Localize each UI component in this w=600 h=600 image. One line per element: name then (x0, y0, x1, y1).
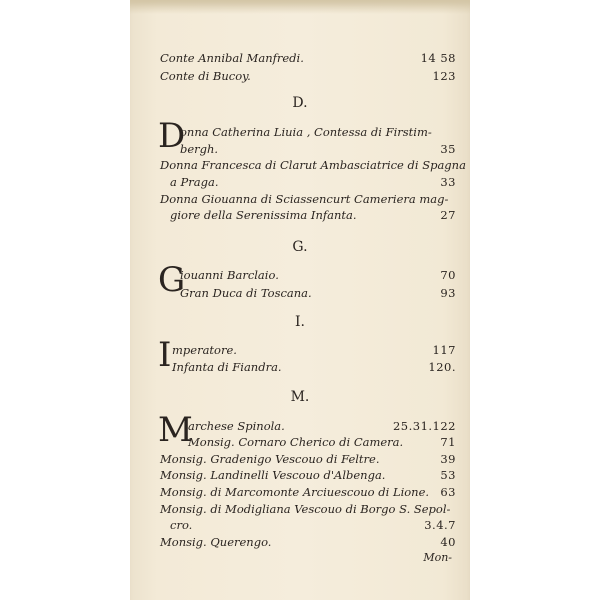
entry-text: Monsig. Gradenigo Vescouo di Feltre. (160, 452, 380, 466)
entry-text: mperatore. (172, 343, 237, 357)
entry-text: Monsig. di Modigliana Vescouo di Borgo S. Sepol- (160, 502, 451, 516)
book-page (130, 0, 470, 600)
entry-text: a Praga. (170, 175, 219, 189)
entry-page: 93 (440, 286, 456, 300)
entry-text: Conte di Bucoy. (160, 69, 251, 83)
entry-page: 123 (432, 69, 456, 83)
section-heading-g: G. (292, 239, 308, 255)
entry-page: 39 (440, 452, 456, 466)
drop-cap-i: I (158, 335, 172, 375)
entry-page: 117 (432, 343, 456, 357)
entry-text: Monsig. Cornaro Cherico di Camera. (188, 435, 404, 449)
index-entry-continued (170, 517, 456, 533)
section-heading-m: M. (290, 389, 310, 405)
entry-text: onna Catherina Liuia , Contessa di Firstim- (180, 125, 432, 139)
entry-page: 53 (440, 468, 456, 482)
entry-text: Donna Giouanna di Sciassencurt Cameriera mag- (160, 192, 449, 206)
entry-text: bergh. (180, 142, 219, 156)
index-entry (172, 359, 456, 375)
index-entry (160, 534, 456, 550)
catchword: Mon- (423, 551, 452, 564)
section-heading-i: I. (295, 314, 305, 330)
drop-cap-m: M (158, 410, 193, 450)
index-entry (172, 342, 456, 358)
entry-page: 70 (440, 268, 456, 282)
drop-cap-d: D (158, 116, 186, 156)
entry-text: Monsig. Querengo. (160, 535, 272, 549)
entry-text: giore della Serenissima Infanta. (170, 208, 357, 222)
index-entry (160, 157, 466, 173)
index-entry (160, 484, 456, 500)
index-entry-continued (170, 174, 456, 190)
section-heading-d: D. (292, 95, 308, 111)
entry-text: archese Spinola. (188, 419, 285, 433)
entry-text: Infanta di Fiandra. (172, 360, 282, 374)
index-entry (160, 451, 456, 467)
entry-text: Monsig. di Marcomonte Arciuescouo di Lione. (160, 485, 430, 499)
entry-page: 27 (440, 208, 456, 222)
entry-text: iouanni Barclaio. (180, 268, 279, 282)
entry-text: Monsig. Landinelli Vescouo d'Albenga. (160, 468, 386, 482)
index-entry (180, 285, 456, 301)
index-entry (180, 124, 456, 140)
index-entry (160, 467, 456, 483)
entry-page: 120. (428, 360, 456, 374)
entry-page: 33 (440, 175, 456, 189)
index-entry (160, 50, 456, 66)
entry-page: 14 58 (420, 51, 456, 65)
entry-page: 25.31.122 (392, 419, 456, 433)
drop-cap-g: G (158, 260, 186, 300)
entry-text: cro. (170, 518, 193, 532)
index-entry-continued (180, 141, 456, 157)
index-entry (188, 418, 456, 434)
entry-page: 63 (440, 485, 456, 499)
entry-text: Donna Francesca di Clarut Ambasciatrice di Spagna (160, 158, 466, 172)
entry-page: 40 (440, 535, 456, 549)
entry-text: Conte Annibal Manfredi. (160, 51, 304, 65)
index-entry (160, 501, 456, 517)
index-entry (160, 191, 456, 207)
entry-page: 35 (440, 142, 456, 156)
index-entry (180, 267, 456, 283)
index-entry-continued (170, 207, 456, 223)
index-entry (160, 68, 456, 84)
entry-page: 71 (440, 435, 456, 449)
index-entry (188, 434, 456, 450)
entry-page: 3.4.7 (424, 518, 456, 532)
entry-text: Gran Duca di Toscana. (180, 286, 312, 300)
